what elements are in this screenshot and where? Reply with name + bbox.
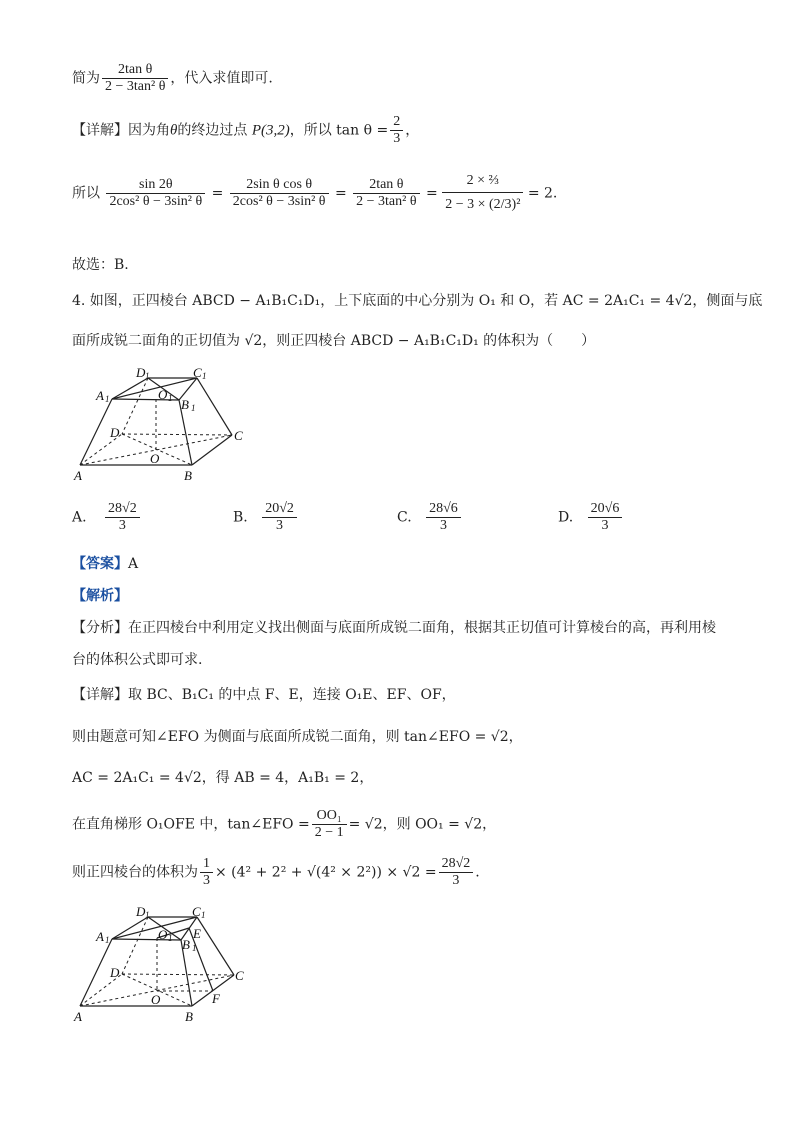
line2-end: ， [405, 122, 420, 139]
detail-l5-res-num: 28√2 [439, 856, 474, 873]
label-B1: B [181, 397, 189, 412]
detail-l5-mid: × (4² + 2² + √(4² × 2²)) × √2 = [215, 864, 437, 881]
label-A1-sub: 1 [105, 935, 110, 945]
detail-line-1 [72, 685, 456, 705]
line-1 [72, 62, 273, 95]
label-C1: C [192, 905, 201, 919]
label-A1-sub: 1 [105, 394, 110, 404]
label-O: O [151, 992, 161, 1007]
answer-line [72, 554, 138, 574]
detail-tag-2: 【详解】 [72, 687, 128, 703]
detail-line-4 [72, 808, 496, 841]
fenxi-tag: 【分析】 [72, 620, 128, 636]
line2-den: 3 [393, 131, 401, 146]
label-O1-sub: 1 [168, 933, 173, 943]
f4-den: 2 − 3 × (2/3)² [445, 197, 521, 212]
detail-l5-res [439, 856, 474, 889]
f1-num: sin 2θ [106, 177, 205, 194]
label-O1-sub: 1 [168, 393, 173, 403]
label-O1: O [158, 927, 168, 942]
label-A: A [74, 1009, 82, 1024]
f4-num: 2 × ⅔ [442, 170, 523, 193]
f2-num: 2sin θ cos θ [230, 177, 329, 194]
line1-suffix: ，代入求值即可. [170, 70, 273, 87]
line1-fraction [102, 62, 168, 95]
option-b-num: 20√2 [262, 501, 297, 518]
detail-l4-den: 2 − 1 [314, 825, 344, 840]
detail-l4-num: OO₁ [312, 808, 347, 825]
f2-den: 2cos² θ − 3sin² θ [232, 194, 326, 209]
label-C: C [235, 968, 244, 983]
option-c-frac [426, 501, 461, 534]
label-A: A [74, 468, 82, 483]
detail-text-1: 取 BC、B₁C₁ 的中点 F、E，连接 O₁E、EF、OF， [128, 687, 456, 703]
option-a-den: 3 [118, 518, 126, 533]
option-d-num: 20√6 [588, 501, 623, 518]
q4-line-b: 面所成锐二面角的正切值为 √2，则正四棱台 ABCD − A₁B₁C₁D₁ 的体积为（ ） [72, 333, 596, 349]
detail-l5-frac [200, 856, 213, 889]
line2-fraction [390, 114, 403, 147]
label-C1: C [193, 366, 202, 380]
label-A1: A [96, 388, 104, 403]
f3-den: 2 − 3tan² θ [356, 194, 417, 209]
line3-prefix: 所以 [72, 185, 100, 202]
fenxi-line-b: 台的体积公式即可求. [72, 652, 203, 668]
label-D1: D [136, 366, 146, 380]
frustum-figure-2 [72, 905, 262, 1027]
f1-den: 2cos² θ − 3sin² θ [109, 194, 203, 209]
option-c-den: 3 [439, 518, 447, 533]
label-C1-sub: 1 [201, 910, 206, 920]
line1-prefix: 简为 [72, 70, 100, 87]
detail-line-5 [72, 856, 480, 889]
label-D1: D [136, 905, 146, 919]
line-3: 所以 $\frac{\sin 2\theta}{\text{2cos² θ − 3sin² θ}}$ = $\frac{\text{2sin θ cos θ}}{\text{2cos² θ − 3sin² θ}}$ = $\frac{\text{2tan θ}}{\text{2 − 3tan² θ}}$ = $\frac{\text{2 × ⅔}}{\text{2 − 3 × (2/3)²}}$ = 2. [72, 170, 557, 217]
label-D1-sub: 1 [145, 371, 150, 381]
option-a-frac [105, 501, 140, 534]
detail-l4-pre: 在直角梯形 O₁OFE 中，tan∠EFO = [72, 816, 310, 833]
line3-frac-3 [353, 177, 419, 210]
option-a-label: A. [72, 509, 87, 526]
label-B1: B [182, 937, 190, 952]
label-C1-sub: 1 [202, 371, 207, 381]
option-c-num: 28√6 [426, 501, 461, 518]
line2-text-c: ，所以 tan θ = [289, 122, 389, 139]
option-b[interactable] [233, 501, 299, 534]
line-2 [72, 114, 419, 147]
frustum-figure-1 [72, 366, 262, 488]
option-c[interactable] [397, 501, 463, 534]
option-d[interactable] [558, 501, 624, 534]
option-b-frac [262, 501, 297, 534]
line2-text-a: 因为角 [128, 122, 170, 139]
label-C: C [234, 428, 243, 443]
detail-l5-pre: 则正四棱台的体积为 [72, 864, 198, 881]
option-d-den: 3 [601, 518, 609, 533]
label-F: F [212, 991, 220, 1006]
q4-line-a: 4. 如图，正四棱台 ABCD − A₁B₁C₁D₁，上下底面的中心分别为 O₁ 和 O，若 AC = 2A₁C₁ = 4√2，侧面与底 [72, 293, 763, 309]
label-D: D [110, 425, 120, 440]
line2-num: 2 [390, 114, 403, 131]
line3-frac-2 [230, 177, 329, 210]
fenxi-text-a: 在正四棱台中利用定义找出侧面与底面所成锐二面角，根据其正切值可计算棱台的高，再利用棱 [128, 620, 716, 636]
line2-theta: θ [170, 122, 178, 139]
line1-num: 2tan θ [102, 62, 168, 79]
f3-num: 2tan θ [353, 177, 419, 194]
line-4: 故选：B. [72, 257, 129, 273]
label-O1: O [158, 387, 168, 402]
detail-l5-num: 1 [200, 856, 213, 873]
fenxi-line-a [72, 618, 716, 638]
analysis-line [72, 586, 128, 606]
label-B: B [184, 468, 192, 483]
answer-value: A [128, 556, 139, 572]
option-a[interactable] [72, 501, 142, 534]
option-d-label: D. [558, 509, 574, 526]
option-b-label: B. [233, 509, 248, 526]
line3-result: = 2. [527, 185, 558, 202]
option-b-den: 3 [276, 518, 284, 533]
label-B: B [185, 1009, 193, 1024]
detail-l5-end: . [475, 864, 480, 881]
label-B1-sub: 1 [192, 943, 197, 953]
detail-l4-frac [312, 808, 347, 841]
label-A1: A [96, 929, 104, 944]
label-E: E [193, 926, 201, 941]
option-c-label: C. [397, 509, 412, 526]
detail-l5-den: 3 [203, 873, 210, 888]
line2-point: P(3,2) [251, 122, 290, 139]
detail-l5-res-den: 3 [452, 873, 460, 888]
line3-frac-1 [106, 177, 205, 210]
detail-line-3: AC = 2A₁C₁ = 4√2，得 AB = 4，A₁B₁ = 2， [72, 770, 374, 786]
line2-text-b: 的终边过点 [177, 122, 248, 139]
label-D1-sub: 1 [145, 910, 150, 920]
line3-frac-4 [442, 170, 523, 217]
detail-l4-post: = √2，则 OO₁ = √2， [348, 816, 497, 833]
detail-tag-1: 【详解】 [72, 122, 128, 139]
detail-line-2: 则由题意可知∠EFO 为侧面与底面所成锐二面角，则 tan∠EFO = √2， [72, 729, 523, 745]
label-O: O [150, 451, 160, 466]
label-D: D [110, 965, 120, 980]
answer-tag: 【答案】 [72, 556, 128, 572]
option-d-frac [588, 501, 623, 534]
label-B1-sub: 1 [191, 403, 196, 413]
option-a-num: 28√2 [105, 501, 140, 518]
analysis-tag: 【解析】 [72, 588, 128, 604]
line1-den: 2 − 3tan² θ [105, 79, 166, 94]
